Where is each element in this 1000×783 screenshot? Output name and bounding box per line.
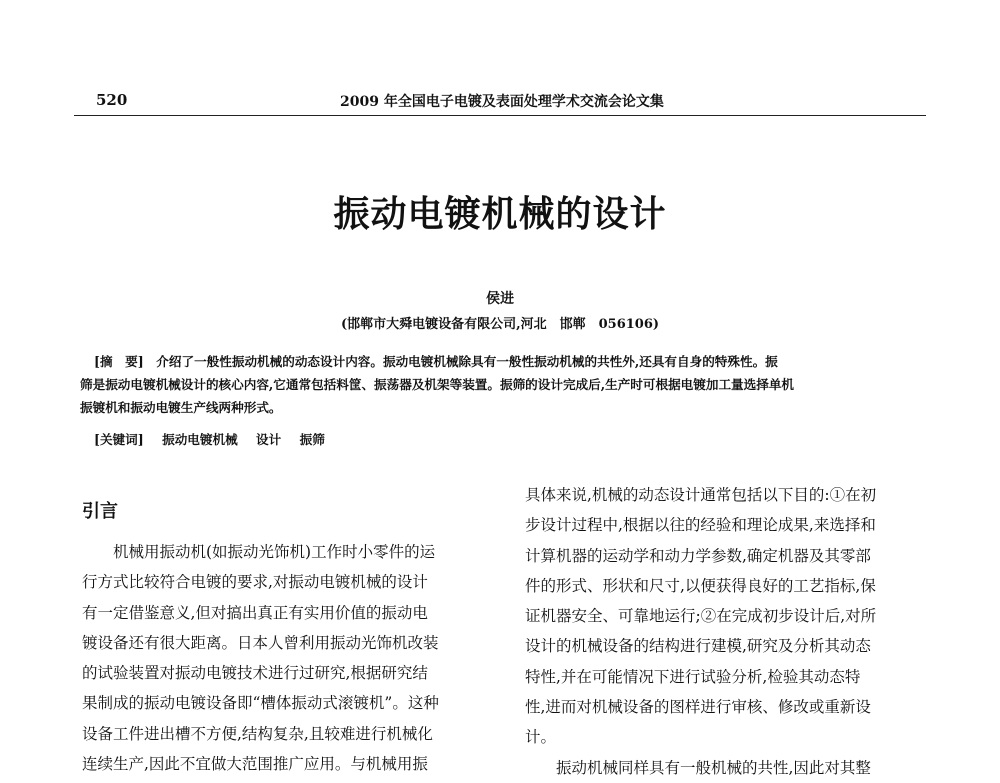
text-line: 步设计过程中,根据以往的经验和理论成果,来选择和 xyxy=(525,516,876,535)
left-column-text xyxy=(82,537,488,779)
keyword: 设计 xyxy=(256,432,282,447)
author-affiliation: (邯郸市大舜电镀设备有限公司,河北 邯郸 056106) xyxy=(340,317,660,332)
text-line: 有一定借鉴意义,但对搞出真正有实用价值的振动电 xyxy=(82,603,428,622)
abstract-line: [摘 要] 介绍了一般性振动机械的动态设计内容。振动电镀机械除具有一般性振动机械的共性外,还具有自身的特殊性。振 xyxy=(94,354,778,369)
author-name: 侯进 xyxy=(486,291,514,307)
text-line: 果制成的振动电镀设备即“槽体振动式滚镀机”。这种 xyxy=(82,694,439,713)
text-line: 机械用振动机(如振动光饰机)工作时小零件的运 xyxy=(82,543,436,561)
text-line: 计。 xyxy=(525,728,557,747)
text-line: 振动机械同样具有一般机械的共性,因此对其整 xyxy=(525,758,871,777)
text-line: 证机器安全、可靠地运行;②在完成初步设计后,对所 xyxy=(525,607,877,626)
text-line: 设备工件进出槽不方便,结构复杂,且较难进行机械化 xyxy=(82,724,433,743)
header-rule xyxy=(74,115,926,116)
keyword: 振动电镀机械 xyxy=(162,432,238,447)
text-line: 行方式比较符合电镀的要求,对振动电镀机械的设计 xyxy=(82,573,428,592)
keywords xyxy=(94,429,339,448)
text-line: 性,进而对机械设备的图样进行审核、修改或重新设 xyxy=(525,698,871,717)
text-line: 具体来说,机械的动态设计通常包括以下目的:①在初 xyxy=(525,486,877,504)
section-heading: 引言 xyxy=(82,501,118,522)
text-line: 的试验装置对振动电镀技术进行过研究,根据研究结 xyxy=(82,664,428,683)
abstract-line: 筛是振动电镀机械设计的核心内容,它通常包括料筐、振荡器及机架等装置。振筛的设计完成后,生产时可根据电镀加工量选择单机 xyxy=(80,377,795,392)
running-header: 2009 年全国电子电镀及表面处理学术交流会论文集 xyxy=(340,94,664,110)
keywords-label: [关键词] xyxy=(94,432,144,447)
abstract xyxy=(80,350,936,419)
text-line: 连续生产,因此不宜做大范围推广应用。与机械用振 xyxy=(82,755,428,774)
text-line: 镀设备还有很大距离。日本人曾利用振动光饰机改装 xyxy=(82,633,439,652)
text-line: 件的形式、形状和尺寸,以便获得良好的工艺指标,保 xyxy=(525,576,876,595)
right-column-text xyxy=(525,480,937,783)
text-line: 设计的机械设备的结构进行建模,研究及分析其动态 xyxy=(525,637,871,656)
paper-title: 振动电镀机械的设计 xyxy=(333,193,667,235)
abstract-line: 振镀机和振动电镀生产线两种形式。 xyxy=(80,400,282,415)
page-number: 520 xyxy=(96,91,128,109)
keyword: 振筛 xyxy=(299,432,325,447)
text-line: 特性,并在可能情况下进行试验分析,检验其动态特 xyxy=(525,667,861,686)
text-line: 计算机器的运动学和动力学参数,确定机器及其零部 xyxy=(525,546,871,565)
